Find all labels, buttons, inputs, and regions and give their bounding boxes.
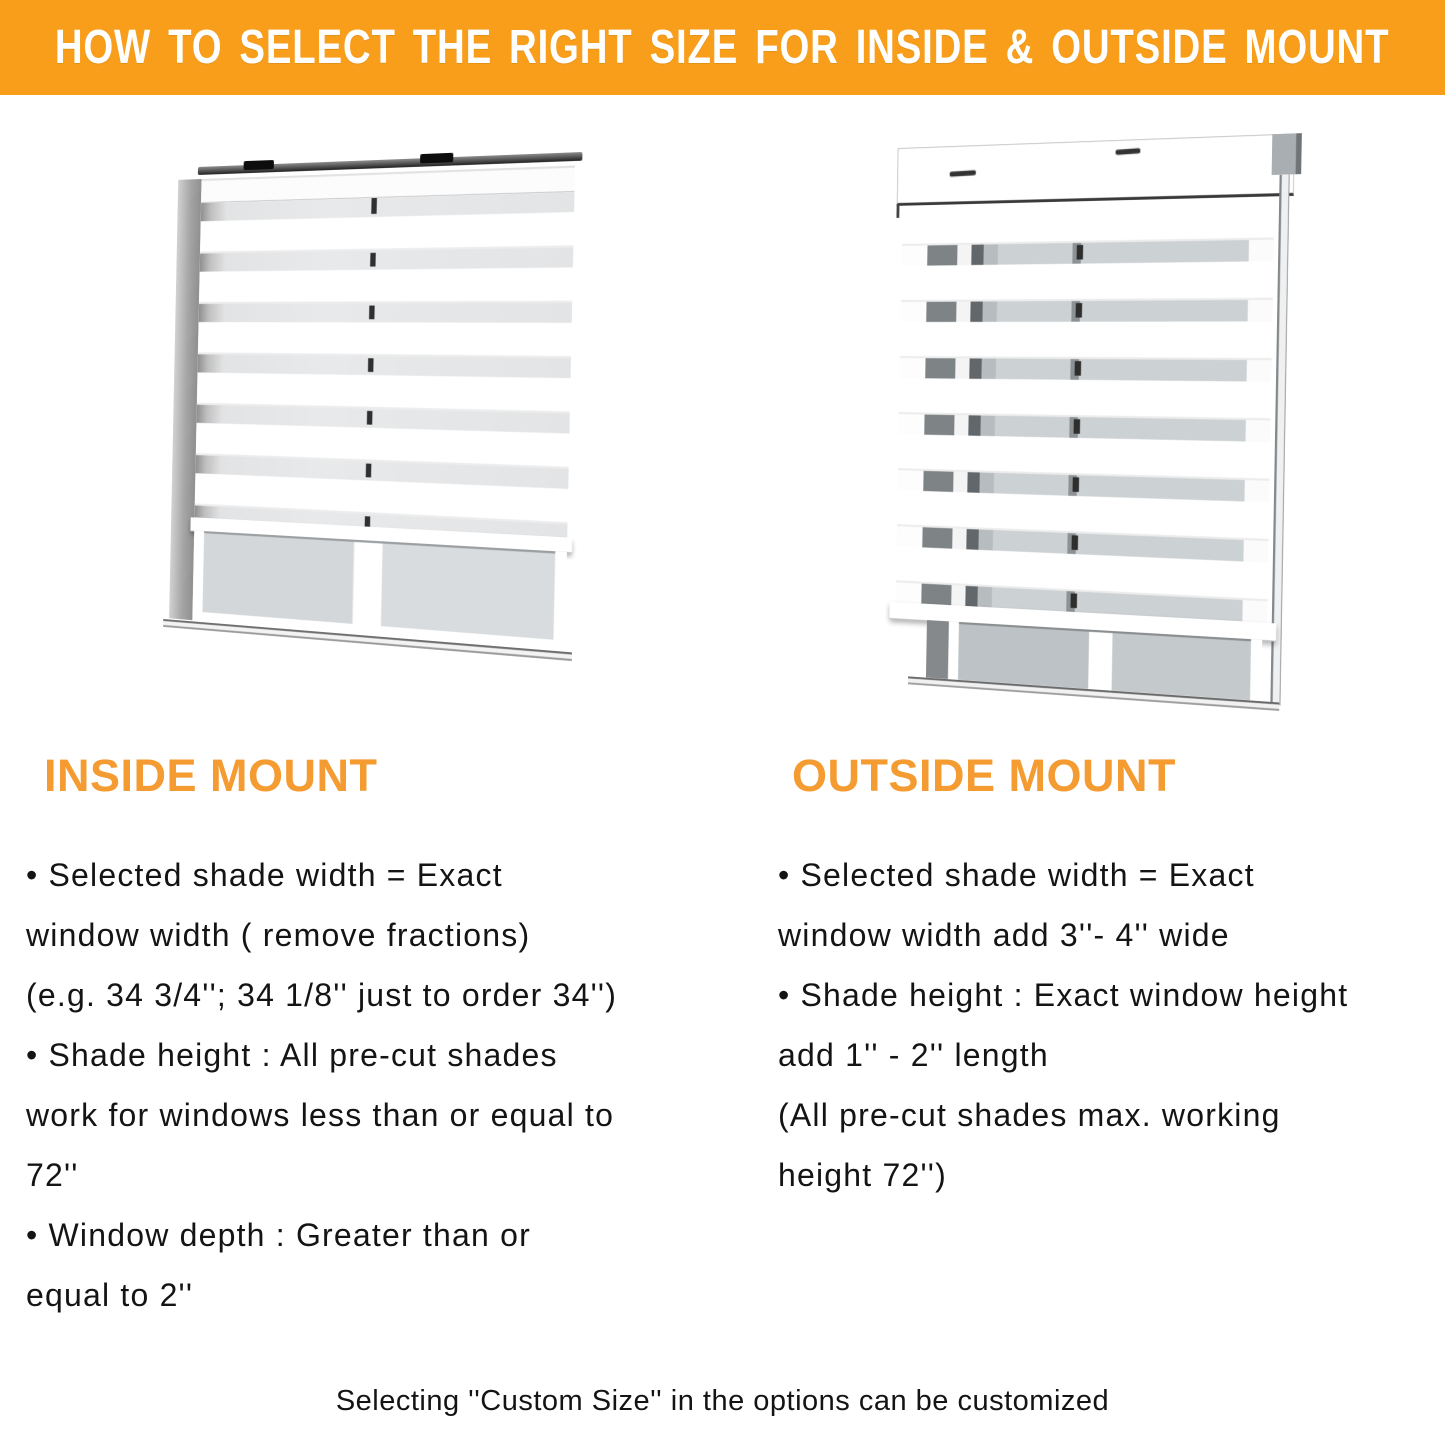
spec-line: (e.g. 34 3/4''; 34 1/8'' just to order 34'') — [26, 977, 618, 1013]
outside-mount-section — [778, 751, 1438, 1205]
inside-mount-illustration — [163, 141, 586, 663]
bracket-mark-icon — [1116, 148, 1141, 155]
track-end-bracket — [896, 204, 899, 218]
spec-line: • Selected shade width = Exact — [26, 857, 503, 893]
banner-title: HOW TO SELECT THE RIGHT SIZE FOR INSIDE & OUTSIDE MOUNT — [55, 21, 1390, 74]
title-banner — [0, 0, 1445, 95]
footer — [0, 1385, 1445, 1418]
window-left-jamb — [926, 620, 949, 679]
spec-line: • Shade height : All pre-cut shades — [26, 1037, 558, 1073]
spec-line: equal to 2'' — [26, 1277, 194, 1313]
inside-mount-specs — [26, 845, 726, 1325]
outside-mount-heading: OUTSIDE MOUNT — [792, 750, 1176, 801]
inside-mount-section — [26, 751, 726, 1325]
spec-line: window width ( remove fractions) — [26, 917, 531, 953]
window-sash-gap-dashes — [365, 198, 377, 527]
spec-line: (All pre-cut shades max. working — [778, 1097, 1281, 1133]
spec-line: add 1'' - 2'' length — [778, 1037, 1049, 1073]
spec-line: • Selected shade width = Exact — [778, 857, 1255, 893]
wall-panel — [897, 133, 1295, 206]
spec-line: • Shade height : Exact window height — [778, 977, 1349, 1013]
custom-size-note: Selecting ''Custom Size'' in the options can be customized — [335, 1385, 1110, 1417]
spec-line: • Window depth : Greater than or — [26, 1217, 531, 1253]
spec-line: height 72'') — [778, 1157, 947, 1193]
mounting-bracket-icon — [244, 160, 275, 170]
outside-mount-specs — [778, 845, 1438, 1205]
inside-mount-heading: INSIDE MOUNT — [44, 750, 378, 801]
window-sash-gap-dashes — [1070, 205, 1083, 612]
zebra-shade-fabric — [896, 201, 1275, 623]
spec-line: work for windows less than or equal to — [26, 1097, 615, 1133]
spec-line: window width add 3''- 4'' wide — [778, 917, 1230, 953]
outside-mount-illustration — [888, 133, 1312, 713]
window-glass — [202, 531, 555, 640]
bracket-mark-icon — [950, 170, 976, 177]
zebra-shade-fabric — [195, 192, 575, 538]
spec-line: 72'' — [26, 1157, 79, 1193]
